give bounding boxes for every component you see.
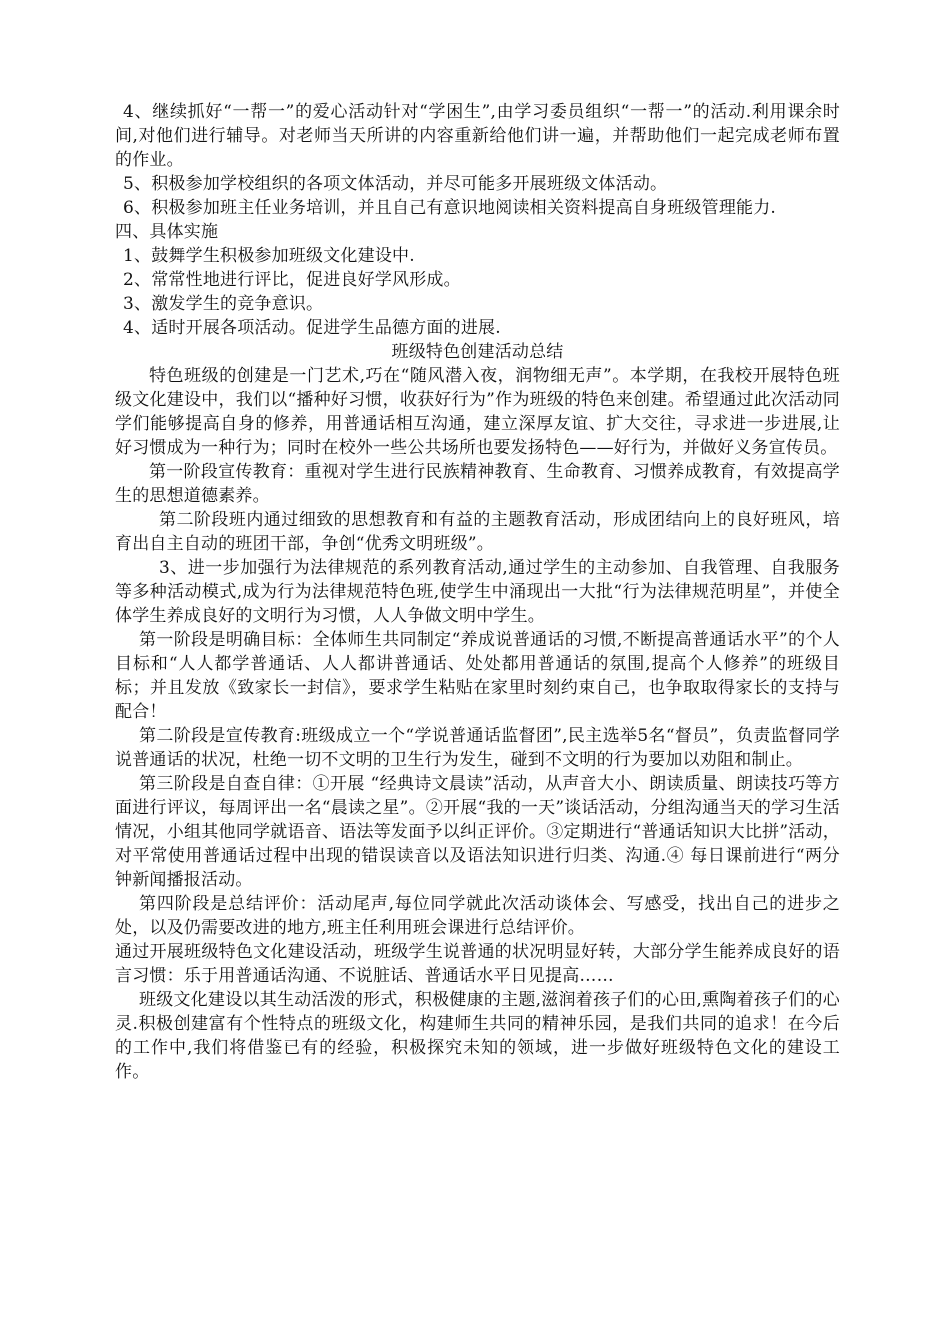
- document-body: [115, 100, 840, 1084]
- body-paragraph: 第四阶段是总结评价：活动尾声,每位同学就此次活动谈体会、写感受，找出自己的进步之处，以及仍需要改进的地方,班主任利用班会课进行总结评价。: [115, 894, 840, 938]
- paragraph-item-6: 6、积极参加班主任业务培训，并且自己有意识地阅读相关资料提高自身班级管理能力.: [123, 198, 777, 218]
- list-item: 3、激发学生的竞争意识。: [123, 294, 324, 314]
- document-title: 班级特色创建活动总结: [391, 342, 564, 362]
- list-item: 4、适时开展各项活动。促进学生品德方面的进展.: [123, 318, 501, 338]
- body-paragraph: 第一阶段宣传教育：重视对学生进行民族精神教育、生命教育、习惯养成教育，有效提高学生的思想道德素养。: [115, 462, 840, 506]
- body-paragraph: 通过开展班级特色文化建设活动，班级学生说普通的状况明显好转，大部分学生能养成良好的语言习惯：乐于用普通话沟通、不说脏话、普通话水平日见提高……: [115, 942, 840, 986]
- section-heading: 四、具体实施: [115, 222, 219, 242]
- body-paragraph: 第三阶段是自查自律：①开展 “经典诗文晨读”活动，从声音大小、朗读质量、朗读技巧等方面进行评议，每周评出一名“晨读之星”。②开展“我的一天”谈话活动，分组沟通当天的学习生活情况，小组其他同学就语音、语法等发面予以纠正评价。③定期进行“普通话知识大比拼”活动，对平常使用普通话过程中出现的错误读音以及语法知识进行归类、沟通.④ 每日课前进行“两分钟新闻播报活动。: [115, 774, 840, 890]
- paragraph-item-5: 5、积极参加学校组织的各项文体活动，并尽可能多开展班级文体活动。: [123, 174, 668, 194]
- body-paragraph: 第一阶段是明确目标：全体师生共同制定“养成说普通话的习惯,不断提高普通话水平”的个人目标和“人人都学普通话、人人都讲普通话、处处都用普通话的氛围,提高个人修养”的班级目标；并且发放《致家长一封信》，要求学生粘贴在家里时刻约束自己，也争取取得家长的支持与配合！: [115, 630, 840, 722]
- body-paragraph: 第二阶段是宣传教育:班级成立一个“学说普通话监督团”,民主选举5名“督员”，负责监督同学说普通话的状况，杜绝一切不文明的卫生行为发生，碰到不文明的行为要加以劝阻和制止。: [115, 726, 840, 770]
- body-paragraph: 第二阶段班内通过细致的思想教育和有益的主题教育活动，形成团结向上的良好班风，培育出自主自动的班团干部，争创“优秀文明班级”。: [115, 510, 840, 554]
- body-paragraph: 特色班级的创建是一门艺术,巧在“随风潜入夜，润物细无声”。本学期，在我校开展特色班级文化建设中，我们以“播种好习惯，收获好行为”作为班级的特色来创建。希望通过此次活动同学们能够提高自身的修养，用普通话相互沟通，建立深厚友谊、扩大交往，寻求进一步进展,让好习惯成为一种行为；同时在校外一些公共场所也要发扬特色——好行为，并做好义务宣传员。: [115, 366, 840, 458]
- body-paragraph: 班级文化建设以其生动活泼的形式，积极健康的主题,滋润着孩子们的心田,熏陶着孩子们的心灵.积极创建富有个性特点的班级文化，构建师生共同的精神乐园，是我们共同的追求！在今后的工作中,我们将借鉴已有的经验，积极探究未知的领域，进一步做好班级特色文化的建设工作。: [115, 990, 840, 1082]
- paragraph-item-4: 4、继续抓好“一帮一”的爱心活动针对“学困生”,由学习委员组织“一帮一”的活动.利用课余时间,对他们进行辅导。对老师当天所讲的内容重新给他们讲一遍，并帮助他们一起完成老师布置的作业。: [115, 102, 840, 170]
- body-paragraph: 3、进一步加强行为法律规范的系列教育活动,通过学生的主动参加、自我管理、自我服务等多种活动模式,成为行为法律规范特色班,使学生中涌现出一大批“行为法律规范明星”，并使全体学生养成良好的文明行为习惯，人人争做文明中学生。: [115, 558, 840, 626]
- list-item: 1、鼓舞学生积极参加班级文化建设中.: [123, 246, 415, 266]
- list-item: 2、常常性地进行评比，促进良好学风形成。: [123, 270, 461, 290]
